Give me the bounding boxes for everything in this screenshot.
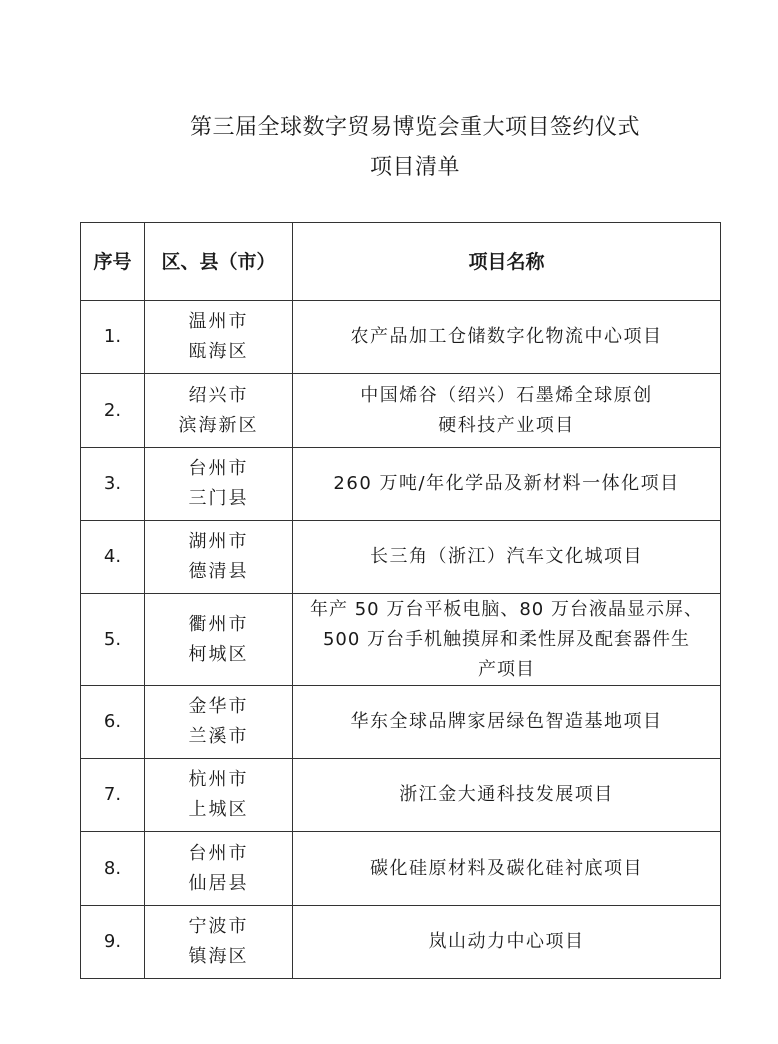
project-name-line: 碳化硅原材料及碳化硅衬底项目 — [370, 857, 643, 879]
region-city: 宁波市 — [188, 916, 249, 937]
row-region — [145, 686, 293, 759]
row-project — [293, 832, 721, 906]
project-name-line: 中国烯谷（绍兴）石墨烯全球原创 — [360, 384, 653, 406]
project-name-line: 硬科技产业项目 — [438, 414, 575, 436]
row-project — [293, 301, 721, 374]
row-project — [293, 374, 721, 448]
region-city: 衢州市 — [188, 613, 249, 635]
region-district: 德清县 — [188, 561, 249, 582]
row-region — [145, 594, 293, 686]
project-name-line: 年产 50 万台平板电脑、80 万台液晶显示屏、 — [310, 598, 703, 620]
row-project — [293, 759, 721, 832]
document-subtitle: 项目清单 — [369, 155, 460, 180]
region-district: 镇海区 — [188, 946, 249, 967]
region-city: 台州市 — [188, 842, 249, 864]
region-district: 上城区 — [188, 799, 249, 820]
project-name-line: 500 万台手机触摸屏和柔性屏及配套器件生 — [322, 628, 691, 650]
project-name-line: 产项目 — [478, 658, 535, 680]
header-project: 项目名称 — [293, 223, 721, 301]
project-table — [80, 222, 721, 979]
table-row — [81, 686, 721, 759]
table-row — [81, 448, 721, 521]
table-row — [81, 594, 721, 686]
row-index: 9. — [81, 906, 145, 979]
region-district: 仙居县 — [188, 872, 249, 894]
region-city: 湖州市 — [188, 531, 249, 552]
project-name-line: 岚山动力中心项目 — [428, 931, 585, 952]
project-name-line: 华东全球品牌家居绿色智造基地项目 — [350, 711, 663, 732]
region-district: 滨海新区 — [178, 414, 259, 436]
row-index: 6. — [81, 686, 145, 759]
row-region — [145, 832, 293, 906]
row-project — [293, 686, 721, 759]
table-row — [81, 374, 721, 448]
region-district: 三门县 — [188, 488, 249, 509]
project-name-line: 农产品加工仓储数字化物流中心项目 — [350, 326, 663, 347]
row-index: 3. — [81, 448, 145, 521]
row-index: 1. — [81, 301, 145, 374]
document-title: 第三届全球数字贸易博览会重大项目签约仪式 — [189, 115, 640, 140]
row-region — [145, 906, 293, 979]
table-row — [81, 301, 721, 374]
region-city: 绍兴市 — [188, 384, 249, 406]
row-index: 8. — [81, 832, 145, 906]
row-region — [145, 301, 293, 374]
region-district: 瓯海区 — [188, 341, 249, 362]
header-region: 区、县（市） — [145, 223, 293, 301]
region-city: 杭州市 — [188, 769, 249, 790]
row-project — [293, 521, 721, 594]
row-region — [145, 759, 293, 832]
row-index: 4. — [81, 521, 145, 594]
table-row — [81, 521, 721, 594]
row-index: 5. — [81, 594, 145, 686]
project-name-line: 260 万吨/年化学品及新材料一体化项目 — [333, 473, 680, 494]
row-project — [293, 594, 721, 686]
region-district: 兰溪市 — [188, 726, 249, 747]
region-city: 温州市 — [188, 311, 249, 332]
row-region — [145, 374, 293, 448]
project-name-line: 长三角（浙江）汽车文化城项目 — [370, 546, 643, 567]
row-project — [293, 906, 721, 979]
project-name-line: 浙江金大通科技发展项目 — [399, 784, 614, 805]
table-row — [81, 832, 721, 906]
row-region — [145, 521, 293, 594]
row-region — [145, 448, 293, 521]
table-row — [81, 906, 721, 979]
region-city: 金华市 — [188, 696, 249, 717]
row-index: 2. — [81, 374, 145, 448]
row-index: 7. — [81, 759, 145, 832]
table-header-row — [81, 223, 721, 301]
region-district: 柯城区 — [188, 643, 249, 665]
region-city: 台州市 — [188, 458, 249, 479]
header-index: 序号 — [81, 223, 145, 301]
table-row — [81, 759, 721, 832]
row-project — [293, 448, 721, 521]
